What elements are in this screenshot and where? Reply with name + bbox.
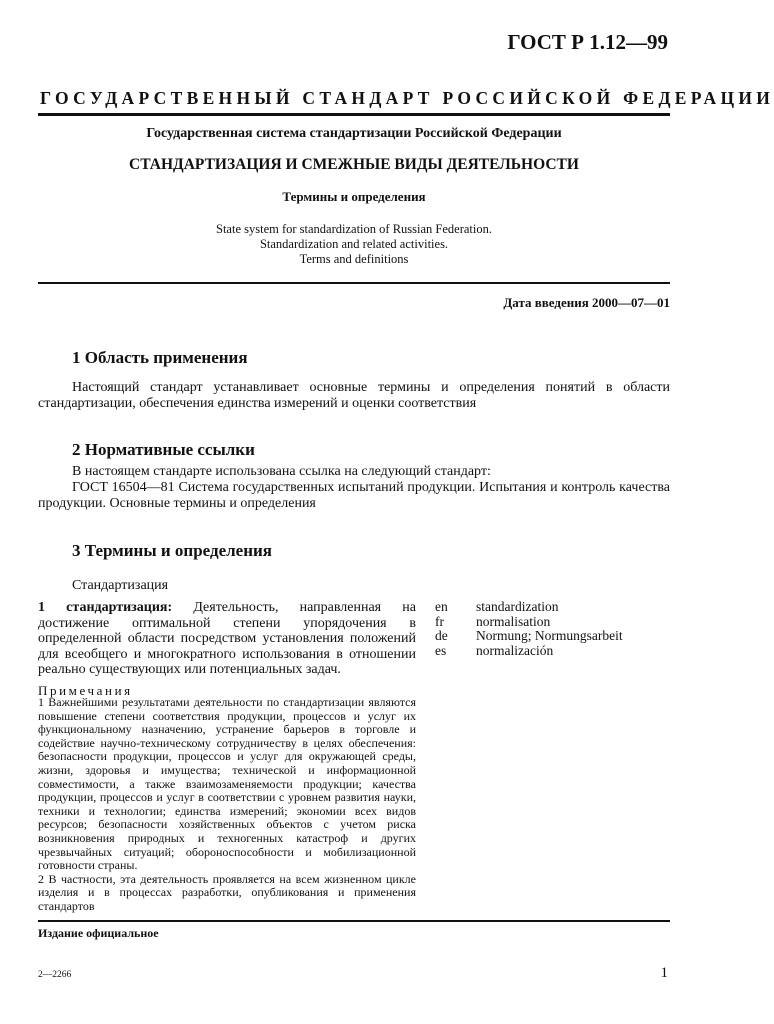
notes-block: [38, 696, 416, 914]
edition-label: Издание официальное: [38, 926, 159, 940]
standard-system-title: Государственная система стандартизации Российской Федерации: [146, 126, 562, 141]
english-title-line: State system for standardization of Russian Federation.: [216, 222, 492, 236]
top-divider: [38, 113, 670, 116]
equivalent-term: normalización: [476, 642, 554, 658]
lang-code: fr: [435, 613, 444, 629]
term-label: 1 стандартизация:: [38, 600, 173, 615]
definitions-kind: Термины и определения: [282, 189, 426, 204]
print-code: 2—2266: [38, 970, 72, 980]
notes-heading: Примечания: [38, 683, 133, 698]
page-number: 1: [660, 965, 668, 981]
terms-subheading: Стандартизация: [72, 578, 169, 593]
references-item: ГОСТ 16504—81 Система государственных испытаний продукции. Испытания и контроль качества продукции. Основные термины и определения: [38, 480, 670, 511]
introduction-date: Дата введения 2000—07—01: [503, 295, 670, 310]
term-definition: Деятельность, направленная на достижение оптимальной степени упорядочения в определенной области посредством установления положений для всеобщего и многократного использования в отношении реально существующих или потенциальных задач.: [38, 600, 416, 677]
english-title-line: Terms and definitions: [299, 252, 409, 266]
section-heading-terms: 3 Термины и определения: [72, 541, 273, 560]
section-heading-scope: 1 Область применения: [72, 348, 248, 367]
standard-subject-title: СТАНДАРТИЗАЦИЯ И СМЕЖНЫЕ ВИДЫ ДЕЯТЕЛЬНОСТИ: [129, 156, 579, 173]
note-item: 2 В частности, эта деятельность проявляется на всем жизненном цикле изделия и в процессах разработки, опубликования и применения стандартов: [38, 871, 416, 913]
document-code: ГОСТ Р 1.12—99: [507, 30, 668, 54]
title-divider: [38, 282, 670, 284]
lang-code: es: [435, 642, 447, 658]
lang-code: de: [435, 628, 448, 643]
equivalent-term: standardization: [476, 599, 559, 614]
english-title: [38, 222, 670, 267]
equivalent-term: normalisation: [476, 613, 551, 629]
scope-paragraph: [38, 380, 670, 412]
footer-divider: [38, 920, 670, 922]
scope-text: Настоящий стандарт устанавливает основные термины и определения понятий в области стандартизации, обеспечения единства измерений и оценки соответствия: [38, 380, 670, 411]
lang-code: en: [435, 599, 448, 614]
term-entry: [38, 600, 416, 678]
main-title: ГОСУДАРСТВЕННЫЙ СТАНДАРТ РОССИЙСКОЙ ФЕДЕРАЦИИ: [40, 88, 774, 108]
note-item: 1 Важнейшими результатами деятельности по стандартизации являются повышение степени соответствия продукции, процессов и услуг их функциональному назначению, устранение барьеров в торговле и содействие научно-техническому сотрудничеству в целях обеспечения: безопасности продукции, процессов и услуг для окружающей среды, жизни, здоровья и имущества; технической и информационной совместимости, а также взаимозаменяемости продукции; качества продукции, процессов и услуг в соответствии с уровнем развития науки, техники и технологии; единства измерений; экономии всех видов ресурсов; безопасности хозяйственных объектов с учетом риска возникновения природных и техногенных катастроф и других чрезвычайных ситуаций; обороноспособности и мобилизационной готовности страны.: [38, 695, 416, 873]
section-heading-references: 2 Нормативные ссылки: [72, 440, 255, 459]
equivalent-terms: [476, 600, 623, 658]
equivalent-languages: [435, 600, 448, 658]
english-title-line: Standardization and related activities.: [259, 237, 449, 251]
references-intro: В настоящем стандарте использована ссылка на следующий стандарт:: [72, 464, 491, 479]
equivalent-term: Normung; Normungsarbeit: [476, 628, 623, 643]
references-paragraph: [38, 464, 670, 512]
